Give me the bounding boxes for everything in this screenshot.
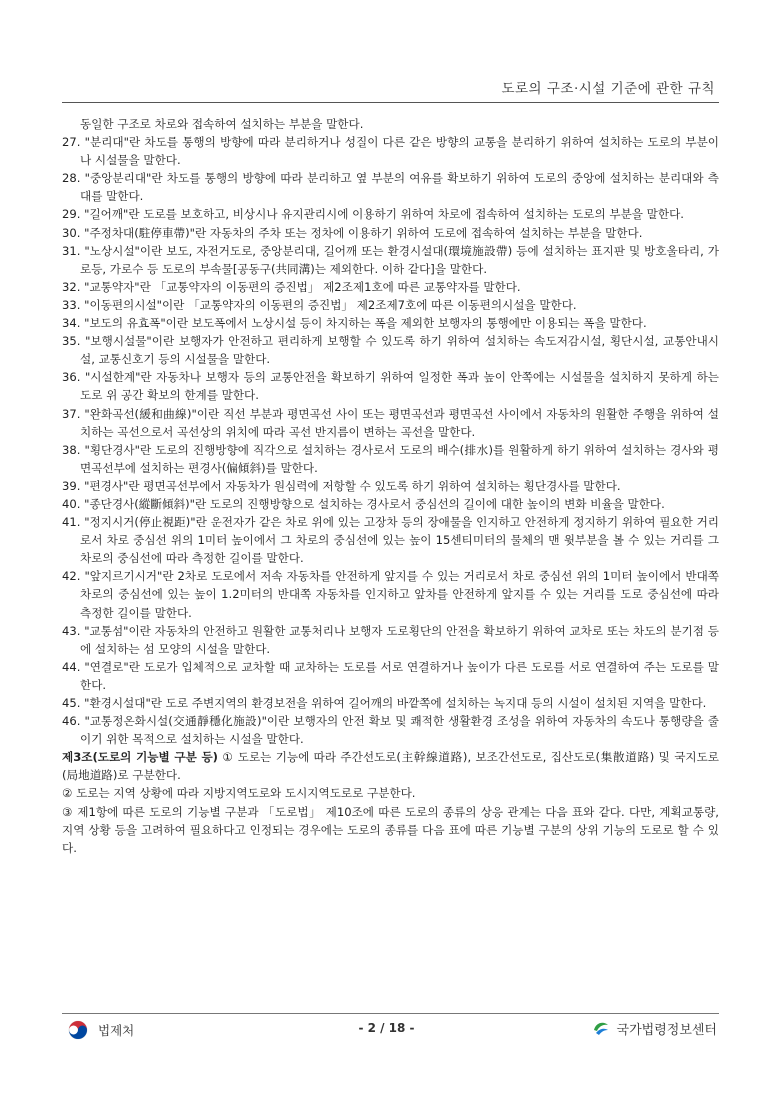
article-3-paragraph-3: ③ 제1항에 따른 도로의 기능별 구분과 「도로법」 제10조에 따른 도로의 종류의 상응 관계는 다음 표와 같다. 다만, 계획교통량, 지역 상황 등을 고려하여 필요하다고 인정되는 경우에는 도로의 종류를 다음 표에 따른 기능별 구분의 상위 기능의 도로로 할 수 있다. <box>62 804 719 855</box>
article-3-heading: 제3조(도로의 기능별 구분 등) <box>62 750 218 765</box>
footer-moleg-label: 법제처 <box>98 1023 135 1038</box>
definition-item: 44. "연결로"란 도로가 입체적으로 교차할 때 교차하는 도로를 서로 연결하거나 높이가 다른 도로를 서로 연결하여 주는 도로를 말한다. <box>62 659 719 692</box>
definition-item: 36. "시설한계"란 자동차나 보행자 등의 교통안전을 확보하기 위하여 일정한 폭과 높이 안쪽에는 시설물을 설치하지 못하게 하는 도로 위 공간 확보의 한계를 말한다. <box>62 370 719 403</box>
definition-item: 32. "교통약자"란 「교통약자의 이동편의 증진법」 제2조제1호에 따른 교통약자를 말한다. <box>62 279 521 294</box>
page-number: - 2 / 18 - <box>358 1021 415 1035</box>
definition-item: 27. "분리대"란 차도를 통행의 방향에 따라 분리하거나 성질이 다른 같은 방향의 교통을 분리하기 위하여 설치하는 도로의 부분이나 시설물을 말한다. <box>62 135 719 168</box>
continued-paragraph: 동일한 구조로 차로와 접속하여 설치하는 부분을 말한다. <box>80 117 364 131</box>
footer-divider <box>62 1013 719 1014</box>
law-center-logo-icon <box>591 1018 611 1038</box>
definition-item: 45. "환경시설대"란 도로 주변지역의 환경보전을 위하여 길어깨의 바깥쪽에 설치하는 녹지대 등의 시설이 설치된 지역을 말한다. <box>62 696 707 710</box>
article-3-paragraph-2: ② 도로는 지역 상황에 따라 지방지역도로와 도시지역도로로 구분한다. <box>62 786 416 801</box>
definition-item: 28. "중앙분리대"란 차도를 통행의 방향에 따라 분리하고 옆 부분의 여유를 확보하기 위하여 도로의 중앙에 설치하는 분리대와 측대를 말한다. <box>62 171 719 204</box>
page-header-title: 도로의 구조·시설 기준에 관한 규칙 <box>501 81 715 97</box>
definition-item: 29. "길어깨"란 도로를 보호하고, 비상시나 유지관리시에 이용하기 위하여 차로에 접속하여 설치하는 도로의 부분을 말한다. <box>62 207 684 222</box>
article-3-paragraph-1: ① 도로는 기능에 따라 주간선도로(主幹線道路), 보조간선도로, 집산도로(集散道路) 및 국지도로(局地道路)로 구분한다. <box>62 750 719 783</box>
definition-item: 37. "완화곡선(緩和曲線)"이란 직선 부분과 평면곡선 사이 또는 평면곡선과 평면곡선 사이에서 자동차의 원활한 주행을 위하여 설치하는 곡선으로서 곡선상의 위치에 따라 곡선 반지름이 변하는 곡선을 말한다. <box>62 406 719 439</box>
footer-law-center <box>591 1018 717 1038</box>
definition-list <box>62 133 719 748</box>
definition-item: 31. "노상시설"이란 보도, 자전거도로, 중앙분리대, 길어깨 또는 환경시설대(環境施設帶) 등에 설치하는 표지판 및 방호울타리, 가로등, 가로수 등 도로의 부속물[공동구(共同溝)는 제외한다. 이하 같다]을 말한다. <box>62 243 719 276</box>
definition-item: 30. "주정차대(駐停車帶)"란 자동차의 주차 또는 정차에 이용하기 위하여 도로에 접속하여 설치하는 부분을 말한다. <box>62 225 643 240</box>
definition-item: 41. "정지시거(停止視距)"란 운전자가 같은 차로 위에 있는 고장차 등의 장애물을 인지하고 안전하게 정지하기 위하여 필요한 거리로서 차로 중심선 위의 1미터 높이에서 그 차로의 중심선에 있는 높이 15센티미터의 물체의 맨 윗부분을 볼 수 있는 거리를 그 차로의 중심선에 따라 측정한 길이를 말한다. <box>62 515 719 566</box>
header-divider <box>62 102 719 103</box>
definition-item: 43. "교통섬"이란 자동차의 안전하고 원활한 교통처리나 보행자 도로횡단의 안전을 확보하기 위하여 교차로 또는 차도의 분기점 등에 설치하는 섬 모양의 시설을 말한다. <box>62 623 719 656</box>
definition-item: 34. "보도의 유효폭"이란 보도폭에서 노상시설 등이 차지하는 폭을 제외한 보행자의 통행에만 이용되는 폭을 말한다. <box>62 316 647 331</box>
definition-item: 35. "보행시설물"이란 보행자가 안전하고 편리하게 보행할 수 있도록 하기 위하여 설치하는 속도저감시설, 횡단시설, 교통안내시설, 교통신호기 등의 시설물을 말한다. <box>62 334 719 367</box>
definition-item: 33. "이동편의시설"이란 「교통약자의 이동편의 증진법」 제2조제7호에 따른 이동편의시설을 말한다. <box>62 297 577 312</box>
definition-item: 42. "앞지르기시거"란 2차로 도로에서 저속 자동차를 안전하게 앞지를 수 있는 거리로서 차로 중심선 위의 1미터 높이에서 반대쪽 차로의 중심선에 있는 높이 1.2미터의 반대쪽 자동차를 인지하고 앞차를 안전하게 앞지를 수 있는 거리를 도로 중심선에 따라 측정한 길이를 말한다. <box>62 569 719 620</box>
definition-item: 39. "편경사"란 평면곡선부에서 자동차가 원심력에 저항할 수 있도록 하기 위하여 설치하는 횡단경사를 말한다. <box>62 478 621 493</box>
definition-item: 38. "횡단경사"란 도로의 진행방향에 직각으로 설치하는 경사로서 도로의 배수(排水)를 원활하게 하기 위하여 설치하는 경사와 평면곡선부에 설치하는 편경사(偏傾斜)를 말한다. <box>62 442 719 475</box>
article-3 <box>62 748 719 784</box>
definition-item: 46. "교통정온화시설(交通靜穩化施設)"이란 보행자의 안전 확보 및 쾌적한 생활환경 조성을 위하여 자동차의 속도나 통행량을 줄이기 위한 목적으로 설치하는 시설을 말한다. <box>62 714 719 747</box>
document-body <box>62 115 719 857</box>
footer-law-center-label: 국가법령정보센터 <box>616 1022 717 1038</box>
definition-item: 40. "종단경사(縱斷傾斜)"란 도로의 진행방향으로 설치하는 경사로서 중심선의 길이에 대한 높이의 변화 비율을 말한다. <box>62 496 665 511</box>
